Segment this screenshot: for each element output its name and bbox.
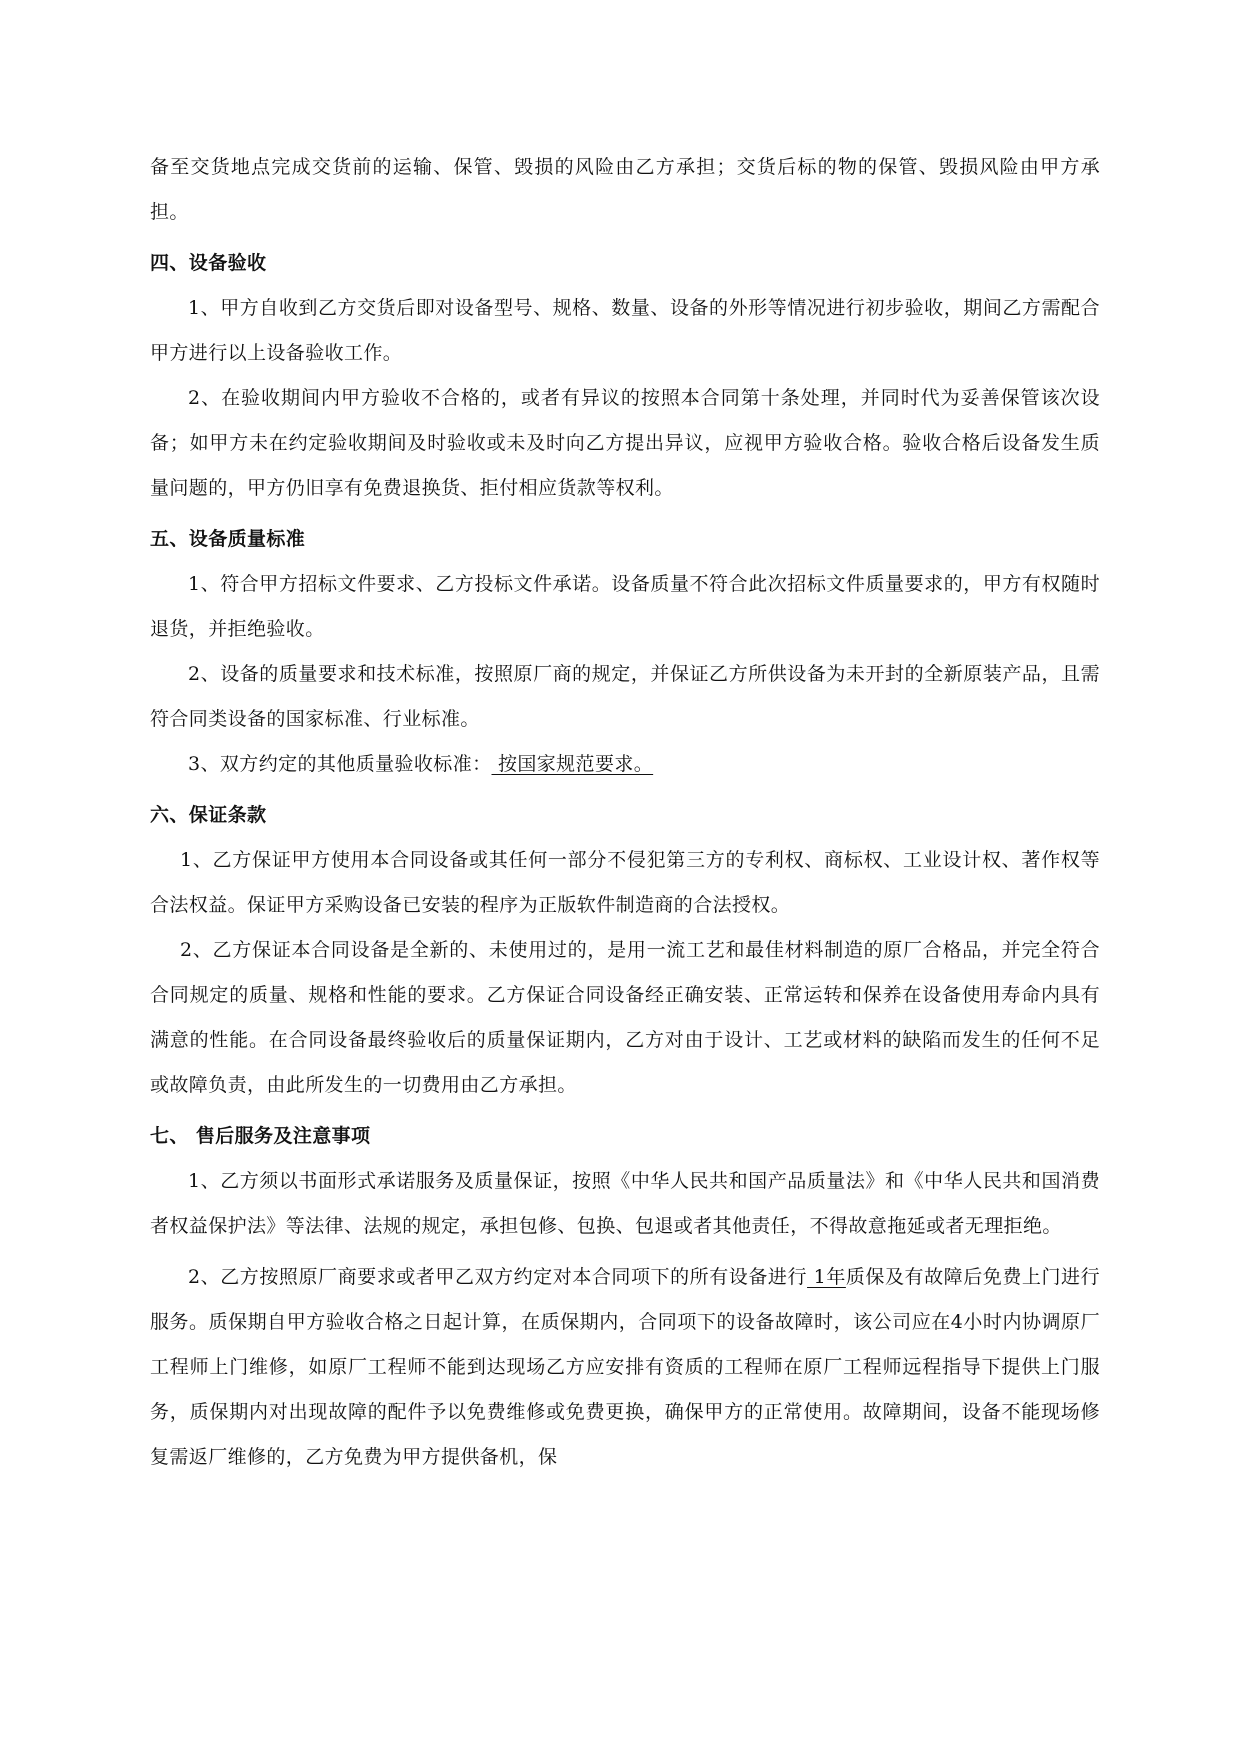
quality-clause-1: 1、符合甲方招标文件要求、乙方投标文件承诺。设备质量不符合此次招标文件质量要求的，甲方有权随时退货，并拒绝验收。 — [150, 573, 1100, 640]
quality-clause-3-label: 3、双方约定的其他质量验收标准： — [188, 753, 492, 775]
section-heading-warranty: 六、保证条款 — [150, 804, 267, 826]
warranty-period-value: 1年 — [807, 1266, 846, 1288]
quality-clause-2: 2、设备的质量要求和技术标准，按照原厂商的规定，并保证乙方所供设备为未开封的全新原装产品，且需符合同类设备的国家标准、行业标准。 — [150, 663, 1100, 730]
document-body — [150, 145, 1100, 1480]
after-sales-clause-1: 1、乙方须以书面形式承诺服务及质量保证，按照《中华人民共和国产品质量法》和《中华人民共和国消费者权益保护法》等法律、法规的规定，承担包修、包换、包退或者其他责任，不得故意拖延或者无理拒绝。 — [150, 1170, 1100, 1237]
warranty-clause-1: 1、乙方保证甲方使用本合同设备或其任何一部分不侵犯第三方的专利权、商标权、工业设计权、著作权等合法权益。保证甲方采购设备已安装的程序为正版软件制造商的合法授权。 — [150, 849, 1100, 916]
acceptance-clause-2: 2、在验收期间内甲方验收不合格的，或者有异议的按照本合同第十条处理，并同时代为妥善保管该次设备；如甲方未在约定验收期间及时验收或未及时向乙方提出异议，应视甲方验收合格。验收合格后设备发生质量问题的，甲方仍旧享有免费退换货、拒付相应货款等权利。 — [150, 387, 1100, 499]
after-sales-clause-2-suffix: 质保及有故障后免费上门进行服务。质保期自甲方验收合格之日起计算，在质保期内，合同项下的设备故障时，该公司应在4小时内协调原厂工程师上门维修，如原厂工程师不能到达现场乙方应安排有资质的工程师在原厂工程师远程指导下提供上门服务，质保期内对出现故障的配件予以免费维修或免费更换，确保甲方的正常使用。故障期间，设备不能现场修复需返厂维修的，乙方免费为甲方提供备机，保 — [150, 1266, 1101, 1468]
section-heading-after-sales: 七、 售后服务及注意事项 — [150, 1125, 371, 1147]
acceptance-clause-1: 1、甲方自收到乙方交货后即对设备型号、规格、数量、设备的外形等情况进行初步验收，期间乙方需配合甲方进行以上设备验收工作。 — [150, 297, 1100, 364]
quality-clause-3-value: 按国家规范要求。 — [491, 753, 654, 775]
continuation-paragraph: 备至交货地点完成交货前的运输、保管、毁损的风险由乙方承担；交货后标的物的保管、毁损风险由甲方承担。 — [150, 156, 1100, 223]
quality-clause-3 — [150, 742, 1100, 787]
after-sales-clause-2 — [150, 1255, 1100, 1480]
after-sales-clause-2-prefix: 2、乙方按照原厂商要求或者甲乙双方约定对本合同项下的所有设备进行 — [188, 1266, 808, 1288]
section-heading-acceptance: 四、设备验收 — [150, 252, 267, 274]
warranty-clause-2: 2、乙方保证本合同设备是全新的、未使用过的，是用一流工艺和最佳材料制造的原厂合格品，并完全符合合同规定的质量、规格和性能的要求。乙方保证合同设备经正确安装、正常运转和保养在设备使用寿命内具有满意的性能。在合同设备最终验收后的质量保证期内，乙方对由于设计、工艺或材料的缺陷而发生的任何不足或故障负责，由此所发生的一切费用由乙方承担。 — [150, 939, 1100, 1096]
section-heading-quality-standard: 五、设备质量标准 — [150, 528, 306, 550]
